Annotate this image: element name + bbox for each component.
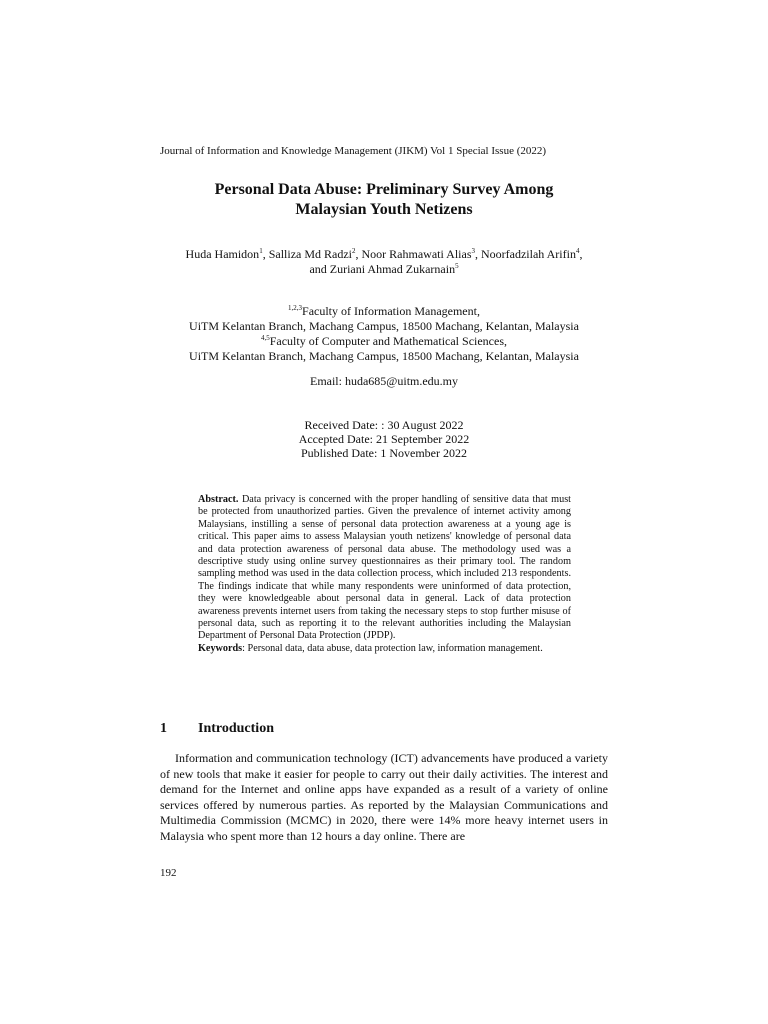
affiliation-campus-1: UiTM Kelantan Branch, Machang Campus, 18500 Machang, Kelantan, Malaysia xyxy=(189,319,579,333)
author-conjunction: and xyxy=(309,262,330,276)
affiliation-campus-2: UiTM Kelantan Branch, Machang Campus, 18500 Machang, Kelantan, Malaysia xyxy=(189,349,579,363)
author-line-1 xyxy=(130,247,638,262)
affiliation-faculty-name: Faculty of Information Management, xyxy=(302,304,480,318)
author-list xyxy=(130,247,638,277)
accepted-date: Accepted Date: 21 September 2022 xyxy=(298,432,470,446)
affiliation-faculty-name: Faculty of Computer and Mathematical Sciences, xyxy=(269,334,507,348)
title-line-2: Malaysian Youth Netizens xyxy=(295,201,473,218)
author-line-2 xyxy=(130,262,638,277)
publication-dates xyxy=(130,418,638,460)
author-name: Noorfadzilah Arifin xyxy=(481,247,576,261)
page-number: 192 xyxy=(160,867,177,879)
author-affiliation-marker: 5 xyxy=(455,262,459,270)
body-paragraph: Information and communication technology (ICT) advancements have produced a variety of new tools that make it easier for people to carry out their daily activities. The interest and demand for the Internet and online apps have expanded as a result of a variety of online services offered by numerous parties. As reported by the Malaysian Communications and Multimedia Commission (MCMC) in 2020, there were 14% more heavy internet users in Malaysia who spent more than 12 hours a day online. There are xyxy=(160,751,608,843)
keywords-label: Keywords xyxy=(198,642,243,654)
contact-email: Email: huda685@uitm.edu.my xyxy=(309,374,459,388)
keywords-text: : Personal data, data abuse, data protection law, information management. xyxy=(242,642,543,654)
affiliation-marker: 4,5 xyxy=(260,334,270,342)
affiliation-faculty-1 xyxy=(130,304,638,319)
paper-title xyxy=(130,180,638,220)
section-heading xyxy=(160,720,610,738)
running-head: Journal of Information and Knowledge Management (JIKM) Vol 1 Special Issue (2022) xyxy=(160,145,547,157)
abstract-text: Data privacy is concerned with the proper handling of sensitive data that must be protected from unauthorized parties. Given the prevalence of internet activity among Malaysians, instilling a sense of personal data protection awareness at a young age is critical. This paper aims to assess Malaysian youth netizens' knowledge of personal data and data protection awareness of personal data abuse. The methodology used was a descriptive study using online survey questionnaires as their primary tool. The random sampling method was used in the data collection process, which included 213 respondents. The findings indicate that while many respondents were uninformed of data protection, they were knowledgeable about personal data in general. Lack of data protection awareness prevents internet users from taking the necessary steps to stop further misuse of personal data, such as reporting it to the relevant authorities including the Malaysian Department of Personal Data Protection (JPDP). xyxy=(198,494,571,642)
keywords-paragraph xyxy=(198,643,571,655)
author-separator: , xyxy=(579,247,583,261)
author-name: Zuriani Ahmad Zukarnain xyxy=(329,262,456,276)
affiliations xyxy=(130,304,638,364)
abstract-block xyxy=(198,494,571,655)
section-title: Introduction xyxy=(198,721,274,736)
author-affiliation-marker: 3 xyxy=(471,247,475,255)
section-number: 1 xyxy=(160,721,167,736)
title-line-1: Personal Data Abuse: Preliminary Survey Among xyxy=(214,181,554,198)
author-affiliation-marker: 4 xyxy=(575,247,580,255)
abstract-paragraph xyxy=(198,494,571,643)
author-separator: , xyxy=(355,247,362,261)
author-name: Huda Hamidon xyxy=(185,247,260,261)
affiliation-marker: 1,2,3 xyxy=(288,304,303,312)
author-separator: , xyxy=(475,247,481,261)
published-date: Published Date: 1 November 2022 xyxy=(301,446,467,460)
affiliation-faculty-2 xyxy=(130,334,638,349)
author-name: Noor Rahmawati Alias xyxy=(361,247,472,261)
author-affiliation-marker: 2 xyxy=(352,247,356,255)
author-separator: , xyxy=(262,247,269,261)
received-date: Received Date: : 30 August 2022 xyxy=(304,418,464,432)
abstract-label: Abstract. xyxy=(198,494,239,505)
author-affiliation-marker: 1 xyxy=(259,247,263,255)
author-name: Salliza Md Radzi xyxy=(268,247,353,261)
